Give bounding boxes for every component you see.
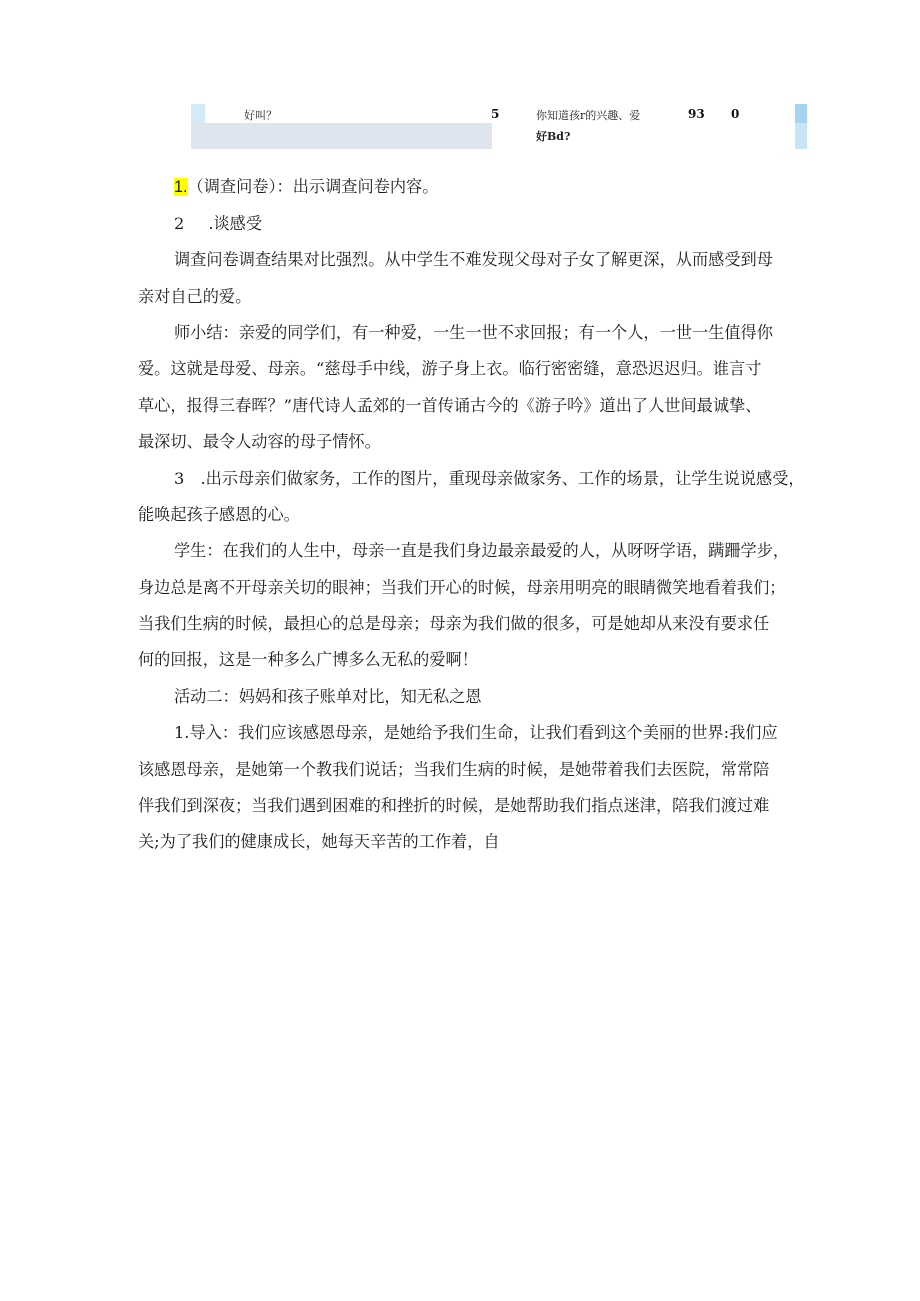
paragraph-teacher-summary-line-1: 师小结：亲爱的同学们，有一种爱，一生一世不求回报；有一个人，一世一生值得你 xyxy=(174,323,773,342)
activity-two-heading: 活动二：妈妈和孩子账单对比，知无私之恩 xyxy=(174,687,482,706)
item-number: 2 xyxy=(174,214,185,233)
paragraph-survey-result-line-2: 亲对自己的爱。 xyxy=(138,287,252,306)
highlighted-item-number: 1. xyxy=(174,178,188,196)
paragraph-teacher-summary-line-4: 最深切、最令人动容的母子情怀。 xyxy=(138,432,381,451)
table-question-line-1: 你知道孩r的兴趣、爱 xyxy=(536,109,641,122)
paragraph-teacher-summary-line-3: 草心，报得三春晖？”唐代诗人孟郊的一首传诵古今的《游子吟》道出了人世间最诚挚、 xyxy=(138,396,762,415)
paragraph-show-pictures-line-2: 能唤起孩子感恩的心。 xyxy=(138,505,300,524)
paragraph-student-line-3: 当我们生病的时候，最担心的总是母亲；母亲为我们做的很多，可是她却从来没有要求任 xyxy=(138,614,770,633)
table-question-line-2: 好Bd? xyxy=(536,130,571,143)
table-right-edge-band xyxy=(795,104,807,149)
paragraph-student-line-2: 身边总是离不开母亲关切的眼神；当我们开心的时候，母亲用明亮的眼睛微笑地看着我们； xyxy=(138,578,786,597)
paragraph-intro-line-1: 1.导入：我们应该感恩母亲，是她给予我们生命，让我们看到这个美丽的世界:我们应 xyxy=(174,723,778,742)
table-cell-number-1: 5 xyxy=(491,107,500,121)
survey-table-fragment xyxy=(0,0,920,160)
table-cell-number-2: 93 xyxy=(688,107,705,121)
table-cell-left-text: 好叫？ xyxy=(244,109,277,122)
paragraph-student-line-4: 何的回报，这是一种多么广博多么无私的爱啊！ xyxy=(138,650,478,669)
table-cell-number-3: 0 xyxy=(731,107,740,121)
table-cell-shaded xyxy=(191,104,492,149)
paragraph-survey-text: （调查问卷）：出示调查问卷内容。 xyxy=(187,177,439,196)
paragraph-teacher-summary-line-2: 爱。这就是母爱、母亲。“慈母手中线，游子身上衣。临行密密缝，意恐迟迟归。谁言寸 xyxy=(138,359,762,378)
paragraph-survey xyxy=(174,176,438,198)
paragraph-talk-feelings xyxy=(174,213,262,235)
paragraph-intro-line-3: 伴我们到深夜；当我们遇到困难的和挫折的时候，是她帮助我们指点迷津，陪我们渡过难 xyxy=(138,796,770,815)
paragraph-talk-feelings-text: .谈感受 xyxy=(208,214,263,233)
paragraph-intro-line-2: 该感恩母亲，是她第一个教我们说话；当我们生病的时候，是她带着我们去医院，常常陪 xyxy=(138,760,770,779)
paragraph-survey-result-line-1: 调查问卷调查结果对比强烈。从中学生不难发现父母对子女了解更深，从而感受到母 xyxy=(174,250,773,269)
paragraph-student-line-1: 学生：在我们的人生中，母亲一直是我们身边最亲最爱的人，从呀呀学语，蹒跚学步， xyxy=(174,541,790,560)
paragraph-show-pictures-line-1: 3 .出示母亲们做家务，工作的图片，重现母亲做家务、工作的场景，让学生说说感受， xyxy=(174,469,805,488)
paragraph-intro-line-4: 关;为了我们的健康成长，她每天辛苦的工作着，自 xyxy=(138,832,500,851)
